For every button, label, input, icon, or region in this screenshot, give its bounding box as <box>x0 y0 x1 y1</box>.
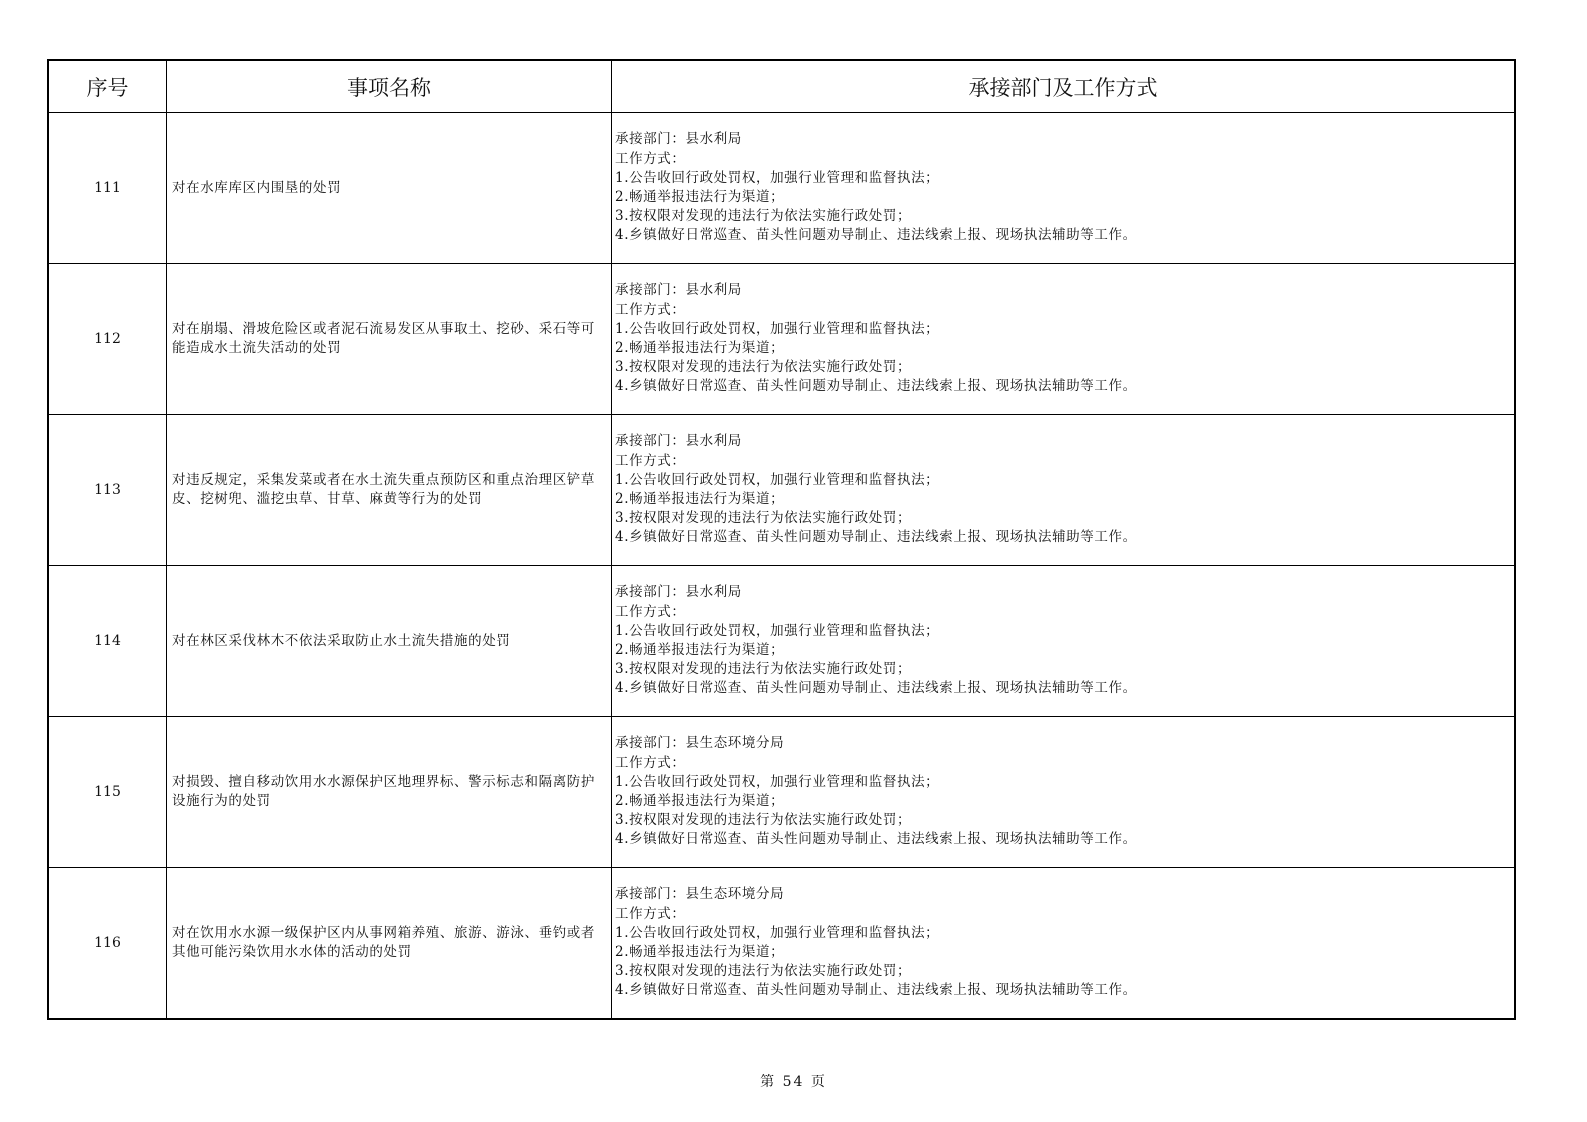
header-seq: 序号 <box>86 75 129 100</box>
method-step: 3.按权限对发现的违法行为依法实施行政处罚； <box>615 661 912 678</box>
method-step: 1.公告收回行政处罚权，加强行业管理和监督执法； <box>615 773 940 790</box>
method-step: 2.畅通举报违法行为渠道； <box>615 944 785 960</box>
row-seq: 115 <box>94 784 121 800</box>
table-row <box>49 263 1514 414</box>
row-item-name: 对违反规定，采集发菜或者在水土流失重点预防区和重点治理区铲草皮、挖树兜、滥挖虫草、甘草、麻黄等行为的处罚 <box>166 415 611 565</box>
dept-line: 承接部门：县水利局 <box>615 131 742 148</box>
method-step: 2.畅通举报违法行为渠道； <box>615 340 785 356</box>
method-step: 3.按权限对发现的违法行为依法实施行政处罚； <box>615 812 912 829</box>
method-step: 1.公告收回行政处罚权，加强行业管理和监督执法； <box>615 622 940 639</box>
method-step: 3.按权限对发现的违法行为依法实施行政处罚； <box>615 359 912 376</box>
method-label: 工作方式： <box>615 301 686 318</box>
method-step: 1.公告收回行政处罚权，加强行业管理和监督执法； <box>615 471 940 488</box>
method-step: 1.公告收回行政处罚权，加强行业管理和监督执法； <box>615 169 940 186</box>
header-item-name: 事项名称 <box>166 61 611 112</box>
row-item-name: 对在饮用水水源一级保护区内从事网箱养殖、旅游、游泳、垂钓或者其他可能污染饮用水水体的活动的处罚 <box>166 868 611 1018</box>
method-label: 工作方式： <box>615 905 686 922</box>
method-step: 2.畅通举报违法行为渠道； <box>615 642 785 658</box>
method-step: 4.乡镇做好日常巡查、苗头性问题劝导制止、违法线索上报、现场执法辅助等工作。 <box>615 680 1137 697</box>
method-label: 工作方式： <box>615 150 686 167</box>
header-dept-method: 承接部门及工作方式 <box>611 61 1514 112</box>
method-step: 3.按权限对发现的违法行为依法实施行政处罚； <box>615 510 912 527</box>
method-step: 3.按权限对发现的违法行为依法实施行政处罚； <box>615 963 912 980</box>
dept-line: 承接部门：县水利局 <box>615 282 742 299</box>
method-step: 1.公告收回行政处罚权，加强行业管理和监督执法； <box>615 320 940 337</box>
dept-line: 承接部门：县水利局 <box>615 433 742 450</box>
method-step: 4.乡镇做好日常巡查、苗头性问题劝导制止、违法线索上报、现场执法辅助等工作。 <box>615 529 1137 546</box>
row-dept-method <box>611 113 1514 263</box>
table-row <box>49 112 1514 263</box>
method-step: 4.乡镇做好日常巡查、苗头性问题劝导制止、违法线索上报、现场执法辅助等工作。 <box>615 982 1137 999</box>
method-label: 工作方式： <box>615 452 686 469</box>
row-item-name: 对在崩塌、滑坡危险区或者泥石流易发区从事取土、挖砂、采石等可能造成水土流失活动的处罚 <box>166 264 611 414</box>
method-step: 2.畅通举报违法行为渠道； <box>615 491 785 507</box>
method-step: 1.公告收回行政处罚权，加强行业管理和监督执法； <box>615 924 940 941</box>
table-row <box>49 716 1514 867</box>
dept-line: 承接部门：县生态环境分局 <box>615 886 785 903</box>
method-step: 4.乡镇做好日常巡查、苗头性问题劝导制止、违法线索上报、现场执法辅助等工作。 <box>615 378 1137 395</box>
dept-line: 承接部门：县水利局 <box>615 584 742 601</box>
row-item-name: 对在林区采伐林木不依法采取防止水土流失措施的处罚 <box>166 566 611 716</box>
row-seq: 112 <box>94 331 121 347</box>
row-dept-method <box>611 264 1514 414</box>
dept-line: 承接部门：县生态环境分局 <box>615 735 785 752</box>
row-dept-method <box>611 717 1514 867</box>
row-seq: 113 <box>94 482 121 498</box>
row-item-name: 对在水库库区内围垦的处罚 <box>166 113 611 263</box>
method-step: 4.乡镇做好日常巡查、苗头性问题劝导制止、违法线索上报、现场执法辅助等工作。 <box>615 831 1137 848</box>
method-step: 2.畅通举报违法行为渠道； <box>615 189 785 205</box>
row-seq: 111 <box>94 180 121 196</box>
method-step: 2.畅通举报违法行为渠道； <box>615 793 785 809</box>
table-row <box>49 565 1514 716</box>
page-number: 第 54 页 <box>760 1074 827 1090</box>
row-seq: 114 <box>94 633 121 649</box>
method-label: 工作方式： <box>615 603 686 620</box>
method-step: 3.按权限对发现的违法行为依法实施行政处罚； <box>615 208 912 225</box>
row-seq: 116 <box>94 935 121 951</box>
table-row <box>49 867 1514 1018</box>
row-dept-method <box>611 868 1514 1018</box>
method-step: 4.乡镇做好日常巡查、苗头性问题劝导制止、违法线索上报、现场执法辅助等工作。 <box>615 227 1137 244</box>
items-table <box>47 59 1516 1020</box>
row-dept-method <box>611 566 1514 716</box>
table-header-row <box>49 61 1514 112</box>
method-label: 工作方式： <box>615 754 686 771</box>
row-dept-method <box>611 415 1514 565</box>
row-item-name: 对损毁、擅自移动饮用水水源保护区地理界标、警示标志和隔离防护设施行为的处罚 <box>166 717 611 867</box>
table-row <box>49 414 1514 565</box>
